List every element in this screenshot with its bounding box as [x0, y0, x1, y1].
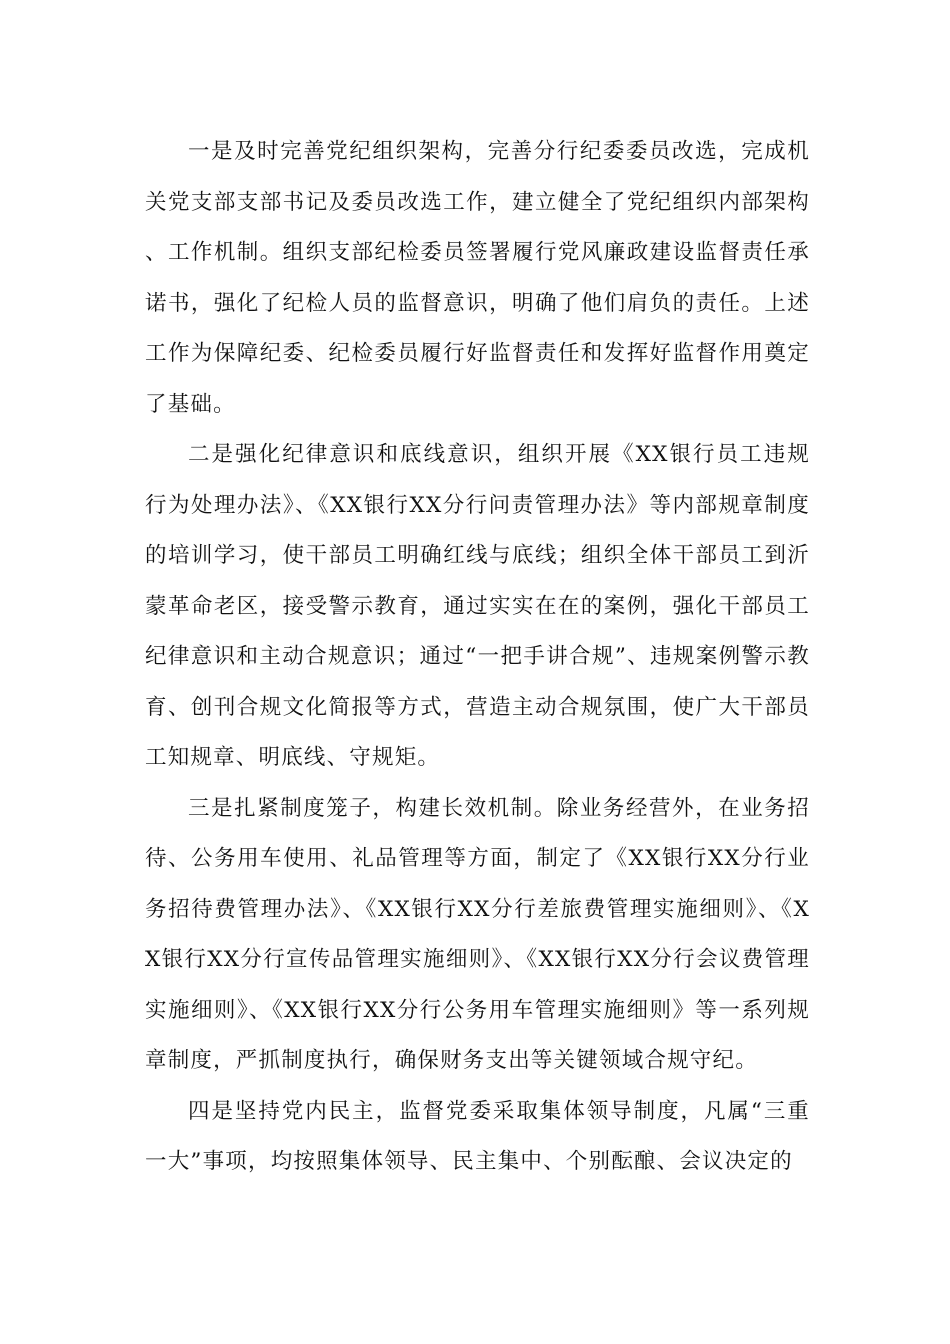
paragraph-2: 二是强化纪律意识和底线意识，组织开展《XX银行员工违规行为处理办法》、《XX银行XX分行问责管理办法》等内部规章制度的培训学习，使干部员工明确红线与底线；组织全体干部员工到沂蒙革命老区，接受警示教育，通过实实在在的案例，强化干部员工纪律意识和主动合规意识；通过“一把手讲合规”、违规案例警示教育、创刊合规文化简报等方式，营造主动合规氛围，使广大干部员工知规章、明底线、守规矩。 [145, 442, 810, 770]
paragraph-4: 四是坚持党内民主，监督党委采取集体领导制度，凡属“三重一大”事项，均按照集体领导、民主集中、个别酝酿、会议决定的 [145, 1098, 810, 1174]
paragraph-3: 三是扎紧制度笼子，构建长效机制。除业务经营外，在业务招待、公务用车使用、礼品管理等方面，制定了《XX银行XX分行业务招待费管理办法》、《XX银行XX分行差旅费管理实施细则》、《XX银行XX分行宣传品管理实施细则》、《XX银行XX分行会议费管理实施细则》、《XX银行XX分行公务用车管理实施细则》等一系列规章制度，严抓制度执行，确保财务支出等关键领域合规守纪。 [145, 795, 810, 1073]
paragraph-1: 一是及时完善党纪组织架构，完善分行纪委委员改选，完成机关党支部支部书记及委员改选工作，建立健全了党纪组织内部架构、工作机制。组织支部纪检委员签署履行党风廉政建设监督责任承诺书，强化了纪检人员的监督意识，明确了他们肩负的责任。上述工作为保障纪委、纪检委员履行好监督责任和发挥好监督作用奠定了基础。 [145, 139, 810, 417]
document-body [145, 127, 810, 1188]
